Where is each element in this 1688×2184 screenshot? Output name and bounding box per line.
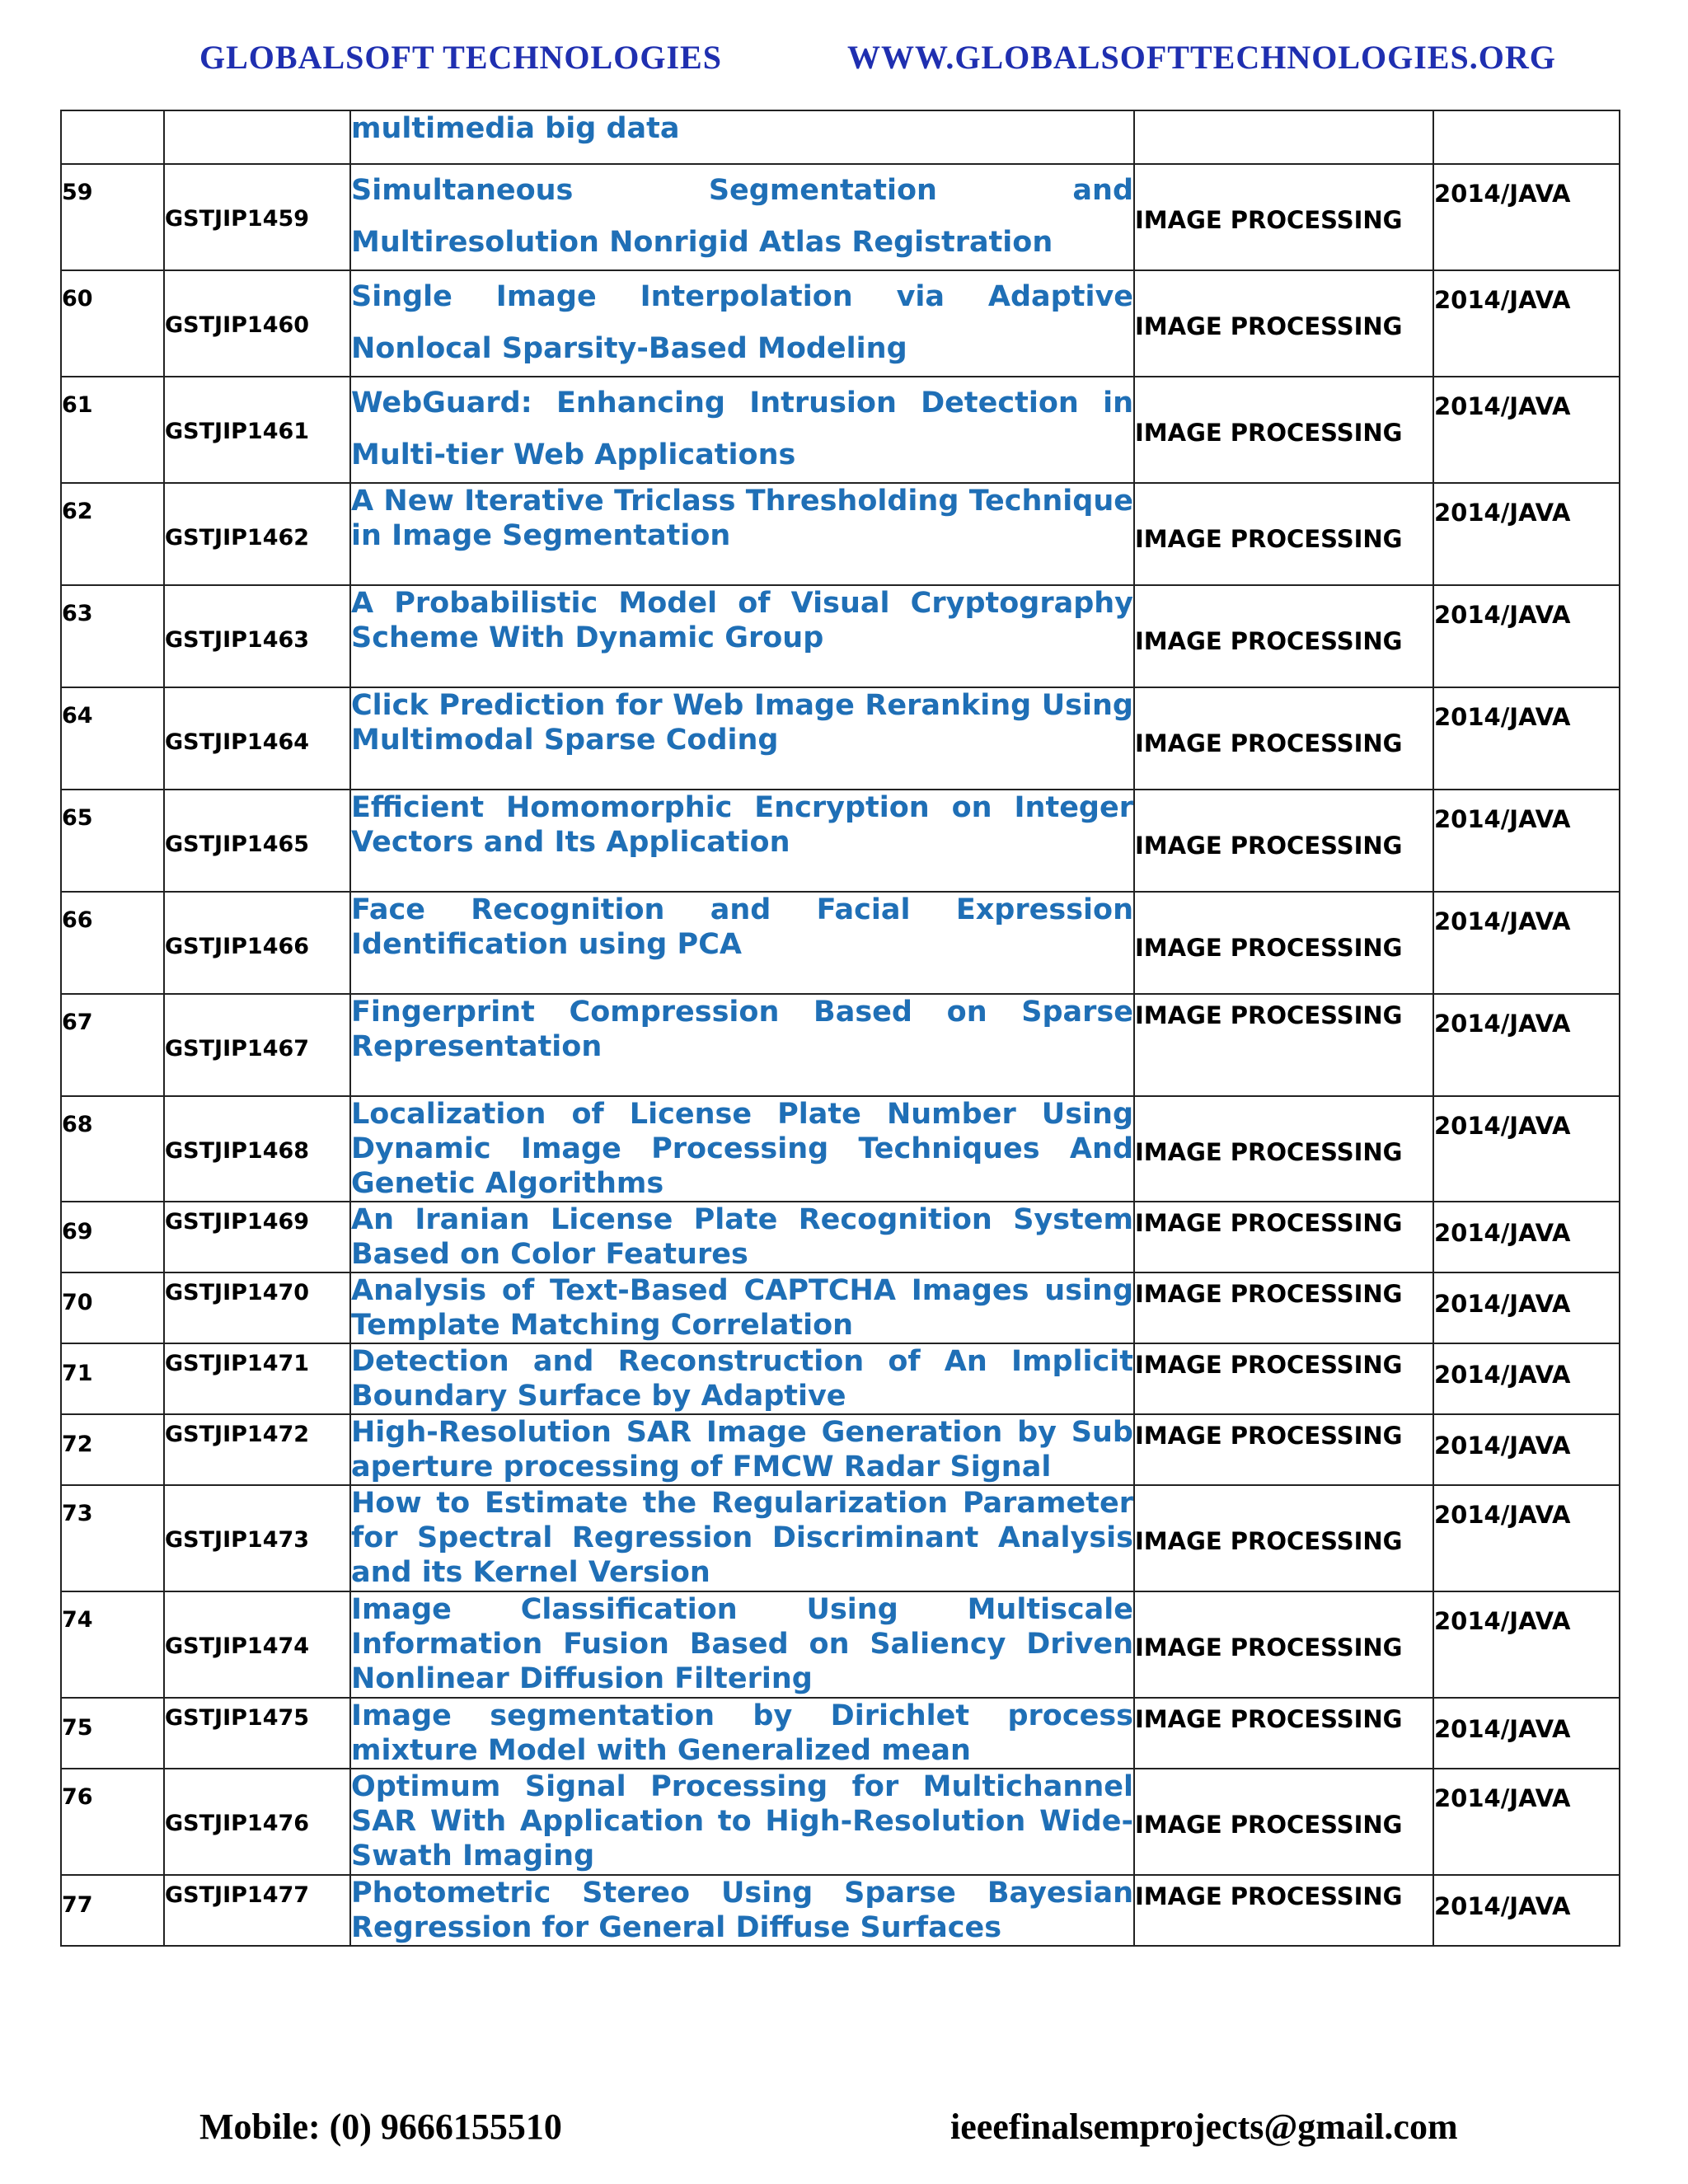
year-platform: 2014/JAVA — [1434, 703, 1571, 731]
project-code: GSTJIP1466 — [165, 934, 310, 959]
table-row — [61, 377, 1620, 483]
project-title: An Iranian License Plate Recognition System Based on Color Features — [351, 1203, 1133, 1271]
project-code: GSTJIP1460 — [165, 312, 310, 338]
year-platform: 2014/JAVA — [1434, 1784, 1571, 1812]
project-title: multimedia big data — [351, 112, 680, 145]
company-name: GLOBALSOFT TECHNOLOGIES — [199, 39, 722, 76]
project-code: GSTJIP1474 — [165, 1633, 310, 1659]
project-code: GSTJIP1469 — [165, 1209, 310, 1235]
table-row — [61, 994, 1620, 1096]
category: IMAGE PROCESSING — [1135, 934, 1403, 962]
category: IMAGE PROCESSING — [1135, 1138, 1403, 1166]
year-platform: 2014/JAVA — [1434, 805, 1571, 833]
category: IMAGE PROCESSING — [1135, 1001, 1403, 1029]
year-platform: 2014/JAVA — [1434, 1607, 1571, 1635]
table-row — [61, 1875, 1620, 1946]
project-title: Optimum Signal Processing for Multichannel SAR With Application to High-Resolution Wide-Swath Imaging — [351, 1770, 1133, 1872]
year-platform: 2014/JAVA — [1434, 180, 1571, 208]
contact-email: ieeefinalsemprojects@gmail.com — [950, 2107, 1458, 2147]
project-title: How to Estimate the Regularization Parameter for Spectral Regression Discriminant Analysis and its Kernel Version — [351, 1487, 1133, 1589]
project-title: Efficient Homomorphic Encryption on Integer Vectors and Its Application — [351, 791, 1133, 859]
table-row — [61, 1272, 1620, 1343]
category: IMAGE PROCESSING — [1135, 627, 1403, 655]
project-title: Fingerprint Compression Based on Sparse Representation — [351, 996, 1133, 1063]
category: IMAGE PROCESSING — [1135, 1422, 1403, 1450]
row-number: 64 — [62, 703, 93, 729]
table-row — [61, 1485, 1620, 1591]
company-website: WWW.GLOBALSOFTTECHNOLOGIES.ORG — [847, 39, 1556, 76]
table-row — [61, 1202, 1620, 1272]
table-row — [61, 483, 1620, 585]
project-title: Localization of License Plate Number Using Dynamic Image Processing Techniques And Genetic Algorithms — [351, 1098, 1133, 1200]
row-number: 62 — [62, 499, 93, 524]
category: IMAGE PROCESSING — [1135, 1811, 1403, 1839]
row-number: 70 — [62, 1290, 93, 1315]
row-number: 59 — [62, 180, 93, 205]
table-row — [61, 687, 1620, 790]
row-number: 63 — [62, 601, 93, 626]
row-number-cell — [61, 110, 164, 164]
row-number: 73 — [62, 1501, 93, 1526]
year-platform: 2014/JAVA — [1434, 907, 1571, 935]
table-row — [61, 1591, 1620, 1698]
category: IMAGE PROCESSING — [1135, 1705, 1403, 1733]
project-code: GSTJIP1468 — [165, 1138, 310, 1164]
category: IMAGE PROCESSING — [1135, 525, 1403, 553]
row-number: 67 — [62, 1010, 93, 1035]
project-title: High-Resolution SAR Image Generation by Sub aperture processing of FMCW Radar Signal — [351, 1416, 1133, 1483]
table-row — [61, 1769, 1620, 1875]
project-code-cell — [164, 110, 350, 164]
project-title: A New Iterative Triclass Thresholding Technique in Image Segmentation — [351, 485, 1133, 552]
page-header — [0, 33, 1688, 82]
row-number: 65 — [62, 805, 93, 831]
year-platform: 2014/JAVA — [1434, 392, 1571, 420]
year-platform: 2014/JAVA — [1434, 1501, 1571, 1529]
project-code: GSTJIP1472 — [165, 1422, 310, 1447]
project-title: Face Recognition and Facial Expression Identification using PCA — [351, 893, 1133, 961]
project-code: GSTJIP1470 — [165, 1280, 310, 1305]
year-platform: 2014/JAVA — [1434, 286, 1571, 314]
category: IMAGE PROCESSING — [1135, 832, 1403, 860]
project-code: GSTJIP1462 — [165, 525, 310, 551]
project-code: GSTJIP1475 — [165, 1705, 310, 1731]
table-row — [61, 1096, 1620, 1202]
category: IMAGE PROCESSING — [1135, 312, 1403, 340]
row-number: 61 — [62, 392, 93, 418]
table-row — [61, 1414, 1620, 1485]
category: IMAGE PROCESSING — [1135, 1882, 1403, 1910]
table-row — [61, 790, 1620, 892]
category: IMAGE PROCESSING — [1135, 1351, 1403, 1379]
category: IMAGE PROCESSING — [1135, 1633, 1403, 1661]
row-number: 68 — [62, 1112, 93, 1137]
year-platform: 2014/JAVA — [1434, 1432, 1571, 1460]
category: IMAGE PROCESSING — [1135, 729, 1403, 757]
row-number: 66 — [62, 907, 93, 933]
year-cell — [1433, 110, 1620, 164]
project-title: Detection and Reconstruction of An Implicit Boundary Surface by Adaptive — [351, 1345, 1133, 1413]
row-number: 72 — [62, 1432, 93, 1457]
table-row — [61, 164, 1620, 270]
table-row — [61, 892, 1620, 994]
table-row — [61, 1343, 1620, 1414]
year-platform: 2014/JAVA — [1434, 1010, 1571, 1038]
row-number: 69 — [62, 1219, 93, 1244]
table-row-continuation — [61, 110, 1620, 164]
year-platform: 2014/JAVA — [1434, 1219, 1571, 1247]
category: IMAGE PROCESSING — [1135, 206, 1403, 234]
row-number: 76 — [62, 1784, 93, 1810]
project-code: GSTJIP1476 — [165, 1811, 310, 1836]
category: IMAGE PROCESSING — [1135, 1209, 1403, 1237]
project-code: GSTJIP1463 — [165, 627, 310, 653]
project-code: GSTJIP1477 — [165, 1882, 310, 1908]
year-platform: 2014/JAVA — [1434, 1361, 1571, 1389]
year-platform: 2014/JAVA — [1434, 499, 1571, 527]
year-platform: 2014/JAVA — [1434, 1112, 1571, 1140]
project-title: WebGuard: Enhancing Intrusion Detection in Multi-tier Web Applications — [351, 387, 1133, 471]
project-code: GSTJIP1464 — [165, 729, 310, 755]
row-number: 77 — [62, 1892, 93, 1918]
table-row — [61, 270, 1620, 377]
project-code: GSTJIP1471 — [165, 1351, 310, 1376]
row-number: 74 — [62, 1607, 93, 1633]
row-number: 75 — [62, 1715, 93, 1741]
project-title: Simultaneous Segmentation and Multiresolution Nonrigid Atlas Registration — [351, 174, 1133, 259]
project-title: Analysis of Text-Based CAPTCHA Images using Template Matching Correlation — [351, 1274, 1133, 1342]
table-row — [61, 1698, 1620, 1769]
project-code: GSTJIP1459 — [165, 206, 310, 232]
project-title: A Probabilistic Model of Visual Cryptography Scheme With Dynamic Group — [351, 587, 1133, 654]
project-code: GSTJIP1461 — [165, 419, 310, 444]
project-title: Photometric Stereo Using Sparse Bayesian Regression for General Diffuse Surfaces — [351, 1877, 1133, 1944]
year-platform: 2014/JAVA — [1434, 601, 1571, 629]
row-number: 71 — [62, 1361, 93, 1386]
row-number: 60 — [62, 286, 93, 312]
project-title: Image Classification Using Multiscale Information Fusion Based on Saliency Driven Nonlinear Diffusion Filtering — [351, 1593, 1133, 1695]
category: IMAGE PROCESSING — [1135, 419, 1403, 447]
project-title: Single Image Interpolation via Adaptive Nonlocal Sparsity-Based Modeling — [351, 280, 1133, 365]
project-table — [60, 110, 1620, 1947]
year-platform: 2014/JAVA — [1434, 1892, 1571, 1920]
year-platform: 2014/JAVA — [1434, 1715, 1571, 1743]
category: IMAGE PROCESSING — [1135, 1280, 1403, 1308]
project-title-cell — [350, 110, 1134, 164]
mobile-number: Mobile: (0) 9666155510 — [199, 2107, 562, 2147]
year-platform: 2014/JAVA — [1434, 1290, 1571, 1318]
project-title: Image segmentation by Dirichlet process mixture Model with Generalized mean — [351, 1699, 1133, 1767]
project-code: GSTJIP1473 — [165, 1527, 310, 1553]
page-footer — [0, 2106, 1688, 2155]
project-code: GSTJIP1465 — [165, 832, 310, 857]
project-code: GSTJIP1467 — [165, 1036, 310, 1062]
category: IMAGE PROCESSING — [1135, 1527, 1403, 1555]
project-title: Click Prediction for Web Image Reranking Using Multimodal Sparse Coding — [351, 689, 1133, 757]
table-row — [61, 585, 1620, 687]
category-cell — [1134, 110, 1433, 164]
